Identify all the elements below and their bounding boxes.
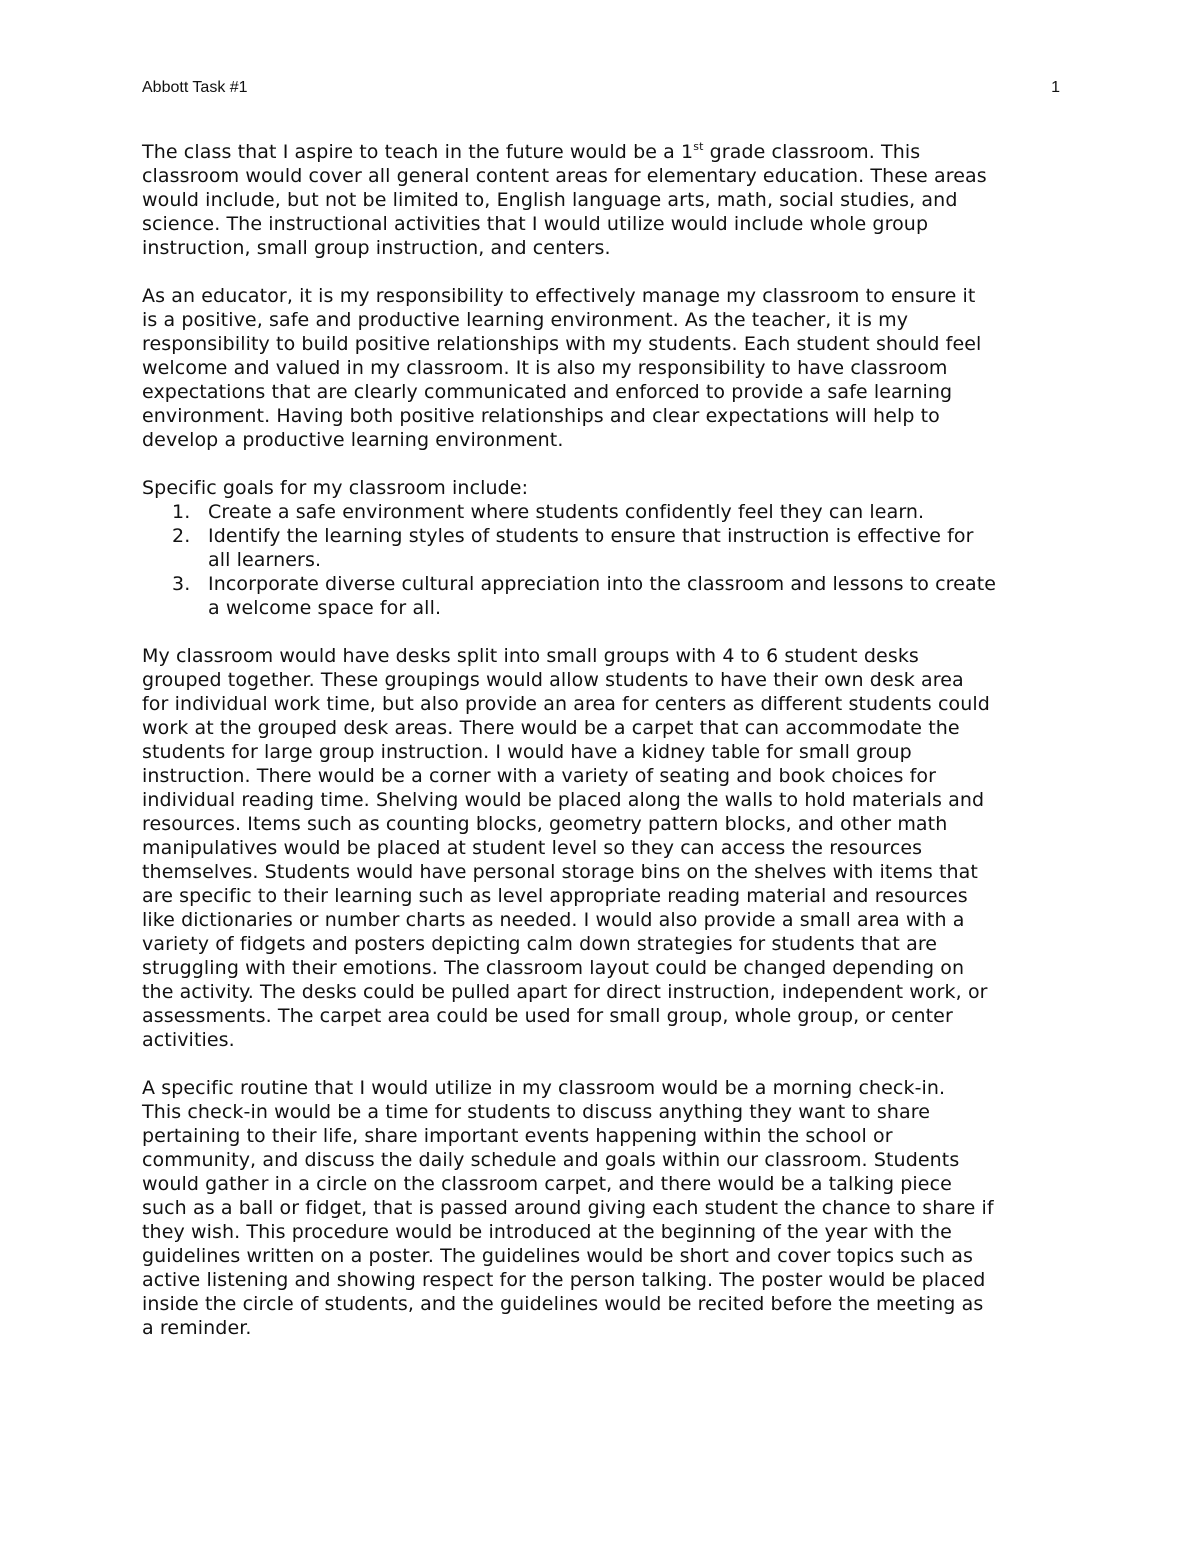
page-number: 1 <box>1051 79 1060 96</box>
text-line: work at the grouped desk areas. There would be a carpet that can accommodate the <box>142 717 960 739</box>
list-number: 2. <box>172 525 191 547</box>
text-line: active listening and showing respect for the person talking. The poster would be placed <box>142 1269 986 1291</box>
text-line: they wish. This procedure would be introduced at the beginning of the year with the <box>142 1221 952 1243</box>
document-body <box>142 140 1067 1364</box>
text-line: Incorporate diverse cultural appreciation into the classroom and lessons to create <box>208 573 997 595</box>
text-line: the activity. The desks could be pulled apart for direct instruction, independent work, or <box>142 981 988 1003</box>
goals-list <box>142 500 1067 620</box>
text-line: struggling with their emotions. The classroom layout could be changed depending on <box>142 957 965 979</box>
paragraph-layout <box>142 644 1067 1052</box>
text-line: welcome and valued in my classroom. It is also my responsibility to have classroom <box>142 357 948 379</box>
ordinal-superscript: st <box>693 140 704 153</box>
paragraph-management <box>142 284 1067 452</box>
list-item <box>142 500 1067 524</box>
text-line: science. The instructional activities that I would utilize would include whole group <box>142 213 929 235</box>
page-header <box>142 76 1060 100</box>
text-line: responsibility to build positive relationships with my students. Each student should feel <box>142 333 982 355</box>
text-line: guidelines written on a poster. The guidelines would be short and cover topics such as <box>142 1245 973 1267</box>
text-line: expectations that are clearly communicated and enforced to provide a safe learning <box>142 381 953 403</box>
text-line: A specific routine that I would utilize in my classroom would be a morning check-in. <box>142 1077 946 1099</box>
text-line: a reminder. <box>142 1317 252 1339</box>
paragraph-intro <box>142 140 1067 260</box>
text-line: This check-in would be a time for students to discuss anything they want to share <box>142 1101 931 1123</box>
paragraph-routine <box>142 1076 1067 1340</box>
header-title: Abbott Task #1 <box>142 79 248 96</box>
text-line: classroom would cover all general content areas for elementary education. These areas <box>142 165 987 187</box>
text-line: instruction. There would be a corner with a variety of seating and book choices for <box>142 765 937 787</box>
text-line: activities. <box>142 1029 235 1051</box>
text-line: assessments. The carpet area could be used for small group, whole group, or center <box>142 1005 953 1027</box>
text-line: for individual work time, but also provide an area for centers as different students could <box>142 693 990 715</box>
list-item <box>142 524 1067 572</box>
text-line: environment. Having both positive relationships and clear expectations will help to <box>142 405 940 427</box>
text-line: would gather in a circle on the classroom carpet, and there would be a talking piece <box>142 1173 952 1195</box>
text-line: students for large group instruction. I would have a kidney table for small group <box>142 741 912 763</box>
text-line: like dictionaries or number charts as needed. I would also provide a small area with a <box>142 909 965 931</box>
list-item <box>142 572 1067 620</box>
text-line: instruction, small group instruction, and centers. <box>142 237 611 259</box>
text-line: grouped together. These groupings would allow students to have their own desk area <box>142 669 964 691</box>
text-line: all learners. <box>208 549 322 571</box>
text-line: Create a safe environment where students confidently feel they can learn. <box>208 501 925 523</box>
text-line: individual reading time. Shelving would be placed along the walls to hold materials and <box>142 789 985 811</box>
text-line: themselves. Students would have personal storage bins on the shelves with items that <box>142 861 978 883</box>
text-line: is a positive, safe and productive learning environment. As the teacher, it is my <box>142 309 909 331</box>
text-line: manipulatives would be placed at student level so they can access the resources <box>142 837 923 859</box>
text-line: variety of fidgets and posters depicting calm down strategies for students that are <box>142 933 938 955</box>
text-line: As an educator, it is my responsibility to effectively manage my classroom to ensure it <box>142 285 976 307</box>
text-line: a welcome space for all. <box>208 597 442 619</box>
list-number: 3. <box>172 573 191 595</box>
text-line: community, and discuss the daily schedule and goals within our classroom. Students <box>142 1149 960 1171</box>
text-line: Identify the learning styles of students to ensure that instruction is effective for <box>208 525 974 547</box>
list-number: 1. <box>172 501 191 523</box>
text-line: pertaining to their life, share important events happening within the school or <box>142 1125 893 1147</box>
text-line: would include, but not be limited to, English language arts, math, social studies, and <box>142 189 958 211</box>
text-line: resources. Items such as counting blocks, geometry pattern blocks, and other math <box>142 813 948 835</box>
text-line: such as a ball or fidget, that is passed around giving each student the chance to share if <box>142 1197 994 1219</box>
goals-intro: Specific goals for my classroom include: <box>142 477 529 499</box>
text-line: develop a productive learning environment. <box>142 429 564 451</box>
text-line: are specific to their learning such as level appropriate reading material and resources <box>142 885 968 907</box>
text-line: The class that I aspire to teach in the future would be a 1st grade classroom. This <box>142 140 921 163</box>
text-line: inside the circle of students, and the guidelines would be recited before the meeting as <box>142 1293 984 1315</box>
text-line: My classroom would have desks split into small groups with 4 to 6 student desks <box>142 645 919 667</box>
